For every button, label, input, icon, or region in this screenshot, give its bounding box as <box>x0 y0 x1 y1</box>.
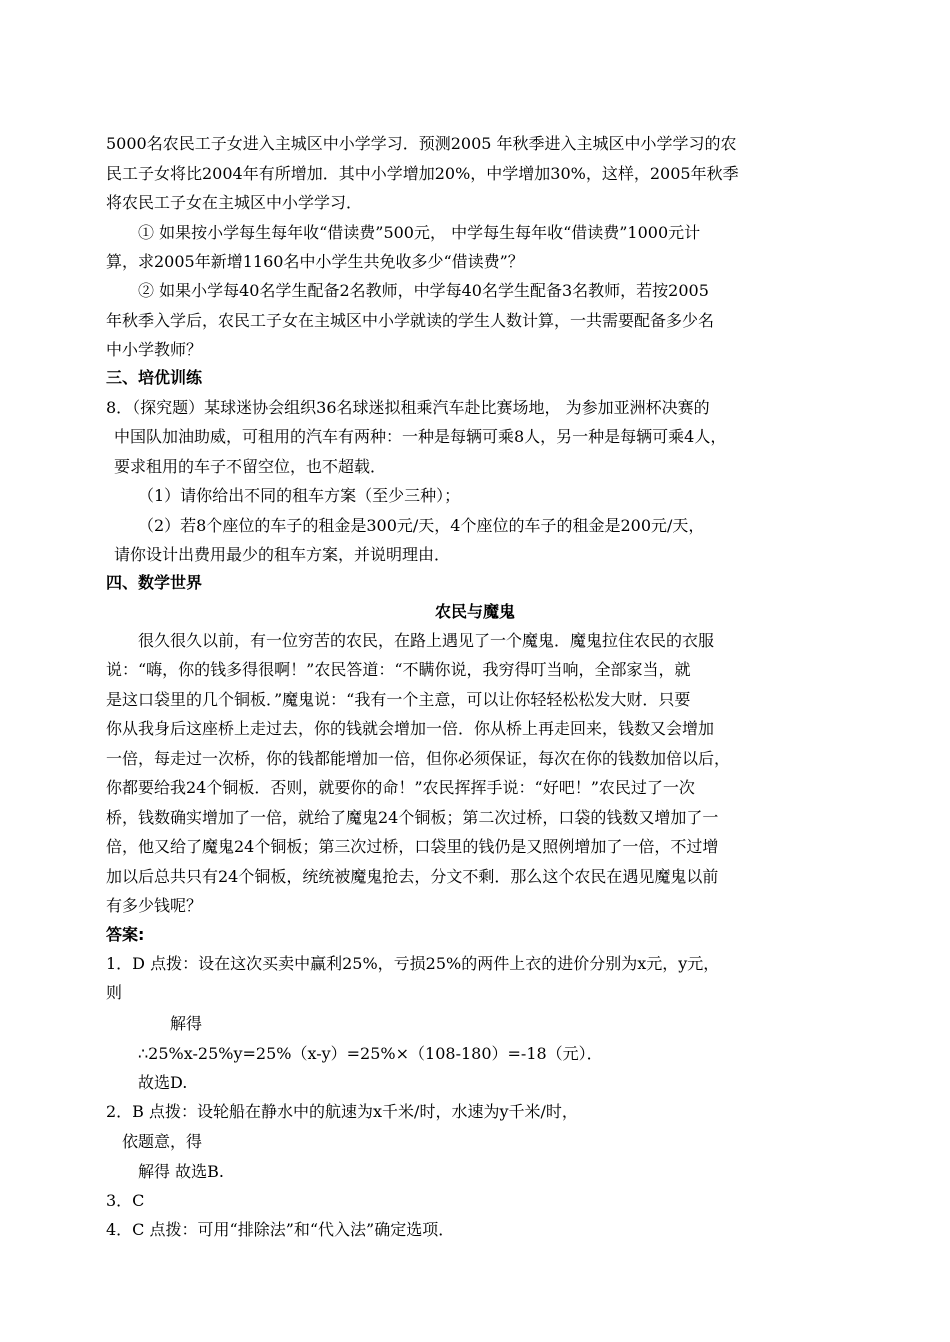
problem-8-line-1: 8．（探究题）某球迷协会组织36名球迷拟租乘汽车赴比赛场地， 为参加亚洲杯决赛的 <box>106 398 710 417</box>
story-line-8: 倍，他又给了魔鬼24个铜板；第三次过桥，口袋里的钱仍是又照例增加了一倍，不过增 <box>106 837 719 856</box>
answer-4: 4．C 点拨：可用“排除法”和“代入法”确定选项． <box>106 1220 455 1239</box>
question-2-line-1: ② 如果小学每40名学生配备2名教师，中学每40名学生配备3名教师，若按2005 <box>138 281 709 300</box>
answer-3: 3．C <box>106 1191 145 1210</box>
story-line-5: 一倍，每走过一次桥，你的钱都能增加一倍，但你必须保证，每次在你的钱数加倍以后， <box>106 749 731 768</box>
intro-line-1: 5000名农民工子女进入主城区中小学学习．预测2005 年秋季进入主城区中小学学习的农 <box>106 134 737 153</box>
intro-line-3: 将农民工子女在主城区中小学学习． <box>106 193 363 212</box>
problem-8-line-6: 请你设计出费用最少的租车方案，并说明理由． <box>114 545 451 564</box>
story-line-6: 你都要给我24个铜板．否则，就要你的命！”农民挥挥手说：“好吧！”农民过了一次 <box>106 778 695 797</box>
problem-8-part-2: （2）若8个座位的车子的租金是300元/天，4个座位的车子的租金是200元/天， <box>138 516 705 535</box>
answers-heading: 答案: <box>106 925 145 944</box>
answer-2-line-1: 2．B 点拨：设轮船在静水中的航速为x千米/时，水速为y千米/时， <box>106 1102 578 1121</box>
section-heading-3: 三、培优训练 <box>106 368 203 387</box>
problem-8-part-1: （1）请你给出不同的租车方案（至少三种）； <box>138 486 461 505</box>
answer-1-choice: 故选D. <box>138 1073 188 1092</box>
question-2-line-3: 中小学教师？ <box>106 340 203 359</box>
story-line-10: 有多少钱呢？ <box>106 896 203 915</box>
intro-line-2: 民工子女将比2004年有所增加．其中小学增加20%，中学增加30%，这样，2005年秋季 <box>106 164 739 183</box>
problem-8-line-3: 要求租用的车子不留空位，也不超载． <box>114 457 387 476</box>
question-1-line-1: ① 如果按小学每生每年收“借读费”500元， 中学每生每年收“借读费”1000元计 <box>138 223 701 242</box>
answer-2-line-3: 解得 故选B. <box>138 1162 224 1181</box>
story-line-1: 很久很久以前，有一位穷苦的农民，在路上遇见了一个魔鬼．魔鬼拉住农民的衣服 <box>138 631 715 650</box>
story-line-9: 加以后总共只有24个铜板，统统被魔鬼抢去，分文不剩．那么这个农民在遇见魔鬼以前 <box>106 867 719 886</box>
answer-1-line-1: 1．D 点拨：设在这次买卖中赢利25%，亏损25%的两件上衣的进价分别为x元，y元， <box>106 954 720 973</box>
answer-1-line-2: 则 <box>106 983 123 1002</box>
question-2-line-2: 年秋季入学后，农民工子女在主城区中小学就读的学生人数计算，一共需要配备多少名 <box>106 311 715 330</box>
answer-1-calc: ∴25%x-25%y=25%（x-y）=25%×（108-180）=-18（元）． <box>138 1044 603 1063</box>
answer-2-line-2: 依题意，得 <box>122 1132 203 1151</box>
story-line-3: 是这口袋里的几个铜板．”魔鬼说：“我有一个主意，可以让你轻轻松松发大财．只要 <box>106 690 691 709</box>
story-line-4: 你从我身后这座桥上走过去，你的钱就会增加一倍．你从桥上再走回来，钱数又会增加 <box>106 719 715 738</box>
problem-8-line-2: 中国队加油助威，可租用的汽车有两种：一种是每辆可乘8人，另一种是每辆可乘4人， <box>114 427 727 446</box>
question-1-line-2: 算，求2005年新增1160名中小学生共免收多少“借读费”？ <box>106 252 524 271</box>
story-line-7: 桥，钱数确实增加了一倍，就给了魔鬼24个铜板；第二次过桥，口袋的钱数又增加了一 <box>106 808 719 827</box>
answer-1-solve: 解得 <box>170 1014 203 1033</box>
story-title: 农民与魔鬼 <box>434 602 515 621</box>
story-line-2: 说：“嗨，你的钱多得很啊！”农民答道：“不瞒你说，我穷得叮当响，全部家当，就 <box>106 660 691 679</box>
section-heading-4: 四、数学世界 <box>106 573 203 592</box>
